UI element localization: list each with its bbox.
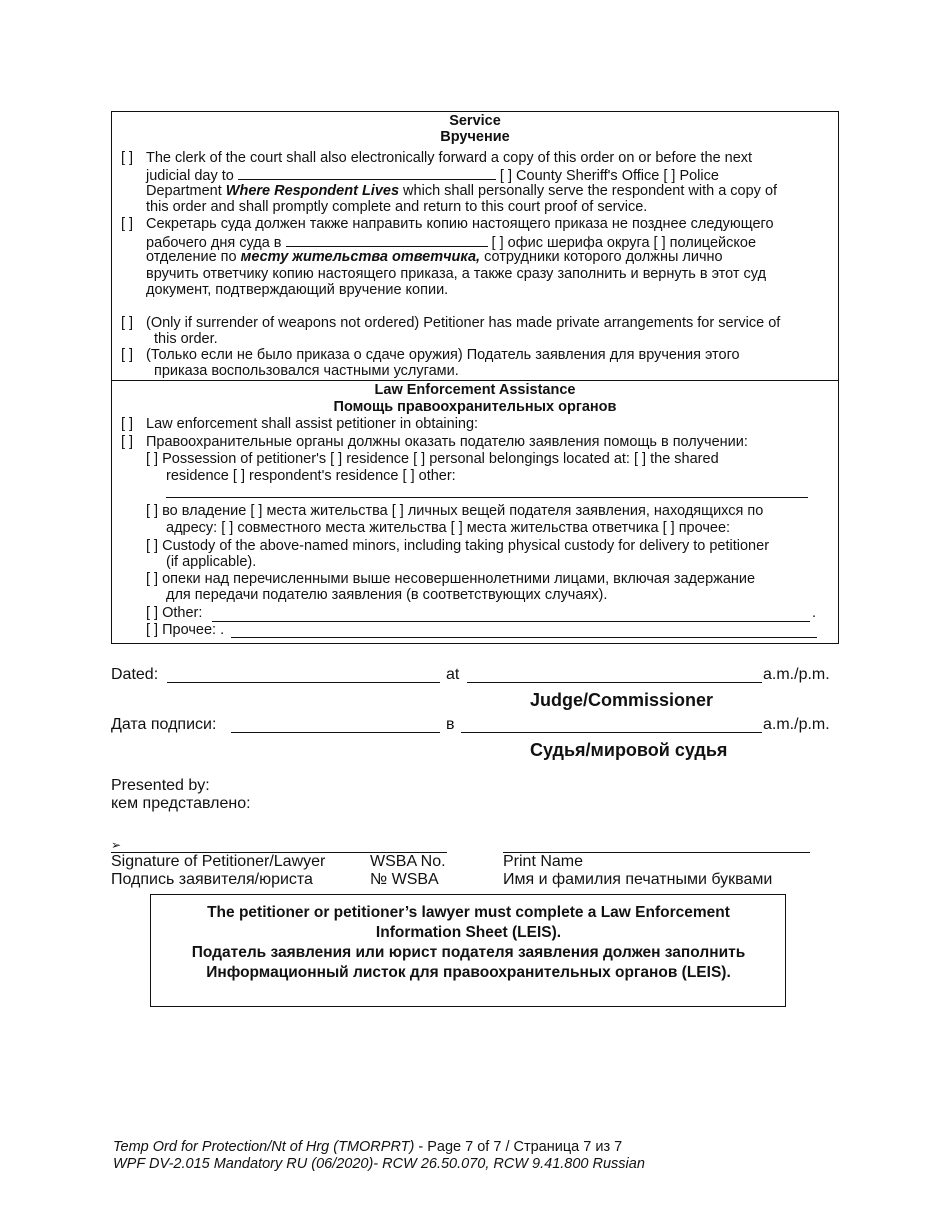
- other-ru-line[interactable]: [231, 637, 817, 638]
- service-item-2-line2b: [ ] офис шерифа округа [ ] полицейское: [491, 235, 757, 251]
- other-en-line[interactable]: [212, 621, 810, 622]
- footer-line1: [113, 1139, 622, 1156]
- law-title-ru: Помощь правоохранительных органов: [333, 399, 617, 415]
- at-en-label: at: [446, 666, 460, 683]
- print-label-en: Print Name: [503, 853, 584, 870]
- emphasis-text: месту жительства ответчика,: [240, 249, 481, 265]
- checkbox[interactable]: [ ]: [121, 216, 134, 232]
- law-sub4-line1: [ ] опеки над перечисленными выше несовершеннолетними лицами, включая задержание: [146, 571, 756, 587]
- law-sub1-line2: residence [ ] respondent's residence [ ] other:: [166, 468, 456, 484]
- service-item-4-line1: (Только если не было приказа о сдаче оружия) Податель заявления для вручения этого: [146, 347, 740, 363]
- service-item-3-line2: this order.: [154, 331, 218, 347]
- law-sub4-line2: для передачи подателю заявления (в соответствующих случаях).: [166, 587, 608, 603]
- checkbox[interactable]: [ ]: [121, 150, 134, 166]
- leis-en-line1: The petitioner or petitioner’s lawyer must complete a Law Enforcement: [207, 904, 730, 921]
- blank-line[interactable]: [238, 166, 496, 180]
- law-other-ru: [ ] Прочее: .: [146, 622, 225, 638]
- law-item-1: Law enforcement shall assist petitioner in obtaining:: [146, 416, 479, 432]
- dated-ru-label: Дата подписи:: [111, 716, 217, 733]
- wsba-label-en: WSBA No.: [370, 853, 446, 870]
- service-item-2-line1: Секретарь суда должен также направить копию настоящего приказа не позднее следующего: [146, 216, 774, 232]
- leis-ru-line2: Информационный листок для правоохранительных органов (LEIS).: [206, 964, 731, 981]
- text: Department: [146, 183, 226, 199]
- service-item-1-line2: [146, 166, 719, 185]
- judge-ru: Судья/мировой судья: [530, 740, 728, 760]
- service-item-2-line4: вручить ответчику копию настоящего приказа, а также сразу заполнить и вернуть в этот суд: [146, 266, 767, 282]
- emphasis-text: Where Respondent Lives: [225, 183, 400, 199]
- checkbox[interactable]: [ ]: [121, 315, 134, 331]
- service-item-4-line2: приказа воспользовался частными услугами.: [154, 363, 459, 379]
- dated-en-line[interactable]: [167, 682, 440, 683]
- law-title-en: Law Enforcement Assistance: [374, 382, 576, 398]
- checkbox[interactable]: [ ]: [121, 347, 134, 363]
- sig-label-en: Signature of Petitioner/Lawyer: [111, 853, 326, 870]
- wsba-label-ru: № WSBA: [370, 871, 439, 888]
- section-divider: [111, 380, 839, 381]
- law-sub3-line2: (if applicable).: [166, 554, 257, 570]
- law-other-en-end: .: [812, 605, 817, 621]
- service-title-en: Service: [449, 113, 501, 129]
- ampm-ru: a.m./p.m.: [763, 716, 830, 733]
- ampm-en: a.m./p.m.: [763, 666, 830, 683]
- checkbox[interactable]: [ ]: [121, 416, 134, 432]
- at-ru-label: в: [446, 716, 455, 733]
- law-sub3-line1: [ ] Custody of the above-named minors, including taking physical custody for delivery to petitioner: [146, 538, 770, 554]
- service-item-1-line1: The clerk of the court shall also electronically forward a copy of this order on or before the next: [146, 150, 753, 166]
- service-item-2-line3: [146, 249, 723, 266]
- service-item-2-line5: документ, подтверждающий вручение копии.: [146, 282, 449, 298]
- service-item-1-line2b: [ ] County Sheriff's Office [ ] Police: [499, 168, 719, 184]
- service-item-2-line2a: рабочего дня суда в: [146, 235, 282, 251]
- law-sub1-line1: [ ] Possession of petitioner's [ ] residence [ ] personal belongings located at: [ ] the shared: [146, 451, 719, 467]
- sig-label-ru: Подпись заявителя/юриста: [111, 871, 313, 888]
- checkbox[interactable]: [ ]: [121, 434, 134, 450]
- presented-en: Presented by:: [111, 777, 210, 794]
- service-item-3-line1: (Only if surrender of weapons not ordered) Petitioner has made private arrangements for service of: [146, 315, 781, 331]
- law-other-en: [ ] Other:: [146, 605, 203, 621]
- blank-line[interactable]: [286, 233, 488, 247]
- dated-ru-line[interactable]: [231, 732, 440, 733]
- footer-page-number: - Page 7 of 7 / Страница 7 из 7: [414, 1139, 623, 1155]
- footer-line2: WPF DV-2.015 Mandatory RU (06/2020)- RCW 26.50.070, RCW 9.41.800 Russian: [113, 1156, 645, 1172]
- time-ru-line[interactable]: [461, 732, 762, 733]
- presented-ru: кем представлено:: [111, 795, 251, 812]
- service-item-1-line3: [146, 183, 777, 200]
- text: сотрудники которого должны лично: [480, 249, 723, 265]
- footer-form-title: Temp Ord for Protection/Nt of Hrg (TMORPRT): [113, 1139, 415, 1155]
- service-item-1-line4: this order and shall promptly complete and return to this court proof of service.: [146, 199, 648, 215]
- service-item-1-line2a: judicial day to: [146, 168, 234, 184]
- arrow-icon: ➢: [111, 838, 122, 852]
- print-label-ru: Имя и фамилия печатными буквами: [503, 871, 773, 888]
- text: which shall personally serve the respondent with a copy of: [399, 183, 778, 199]
- dated-en-label: Dated:: [111, 666, 159, 683]
- law-item-2: Правоохранительные органы должны оказать подателю заявления помощь в получении:: [146, 434, 748, 450]
- service-title-ru: Вручение: [440, 129, 510, 145]
- leis-ru-line1: Податель заявления или юрист подателя заявления должен заполнить: [191, 944, 746, 961]
- time-en-line[interactable]: [467, 682, 762, 683]
- law-sub2-line2: адресу: [ ] совместного места жительства [ ] места жительства ответчика [ ] прочее:: [166, 520, 731, 536]
- law-sub2-line1: [ ] во владение [ ] места жительства [ ] личных вещей подателя заявления, находящихся по: [146, 503, 764, 519]
- leis-en-line2: Information Sheet (LEIS).: [375, 924, 562, 941]
- text: отделение по: [146, 249, 241, 265]
- blank-line[interactable]: [166, 497, 808, 498]
- judge-en: Judge/Commissioner: [530, 690, 714, 710]
